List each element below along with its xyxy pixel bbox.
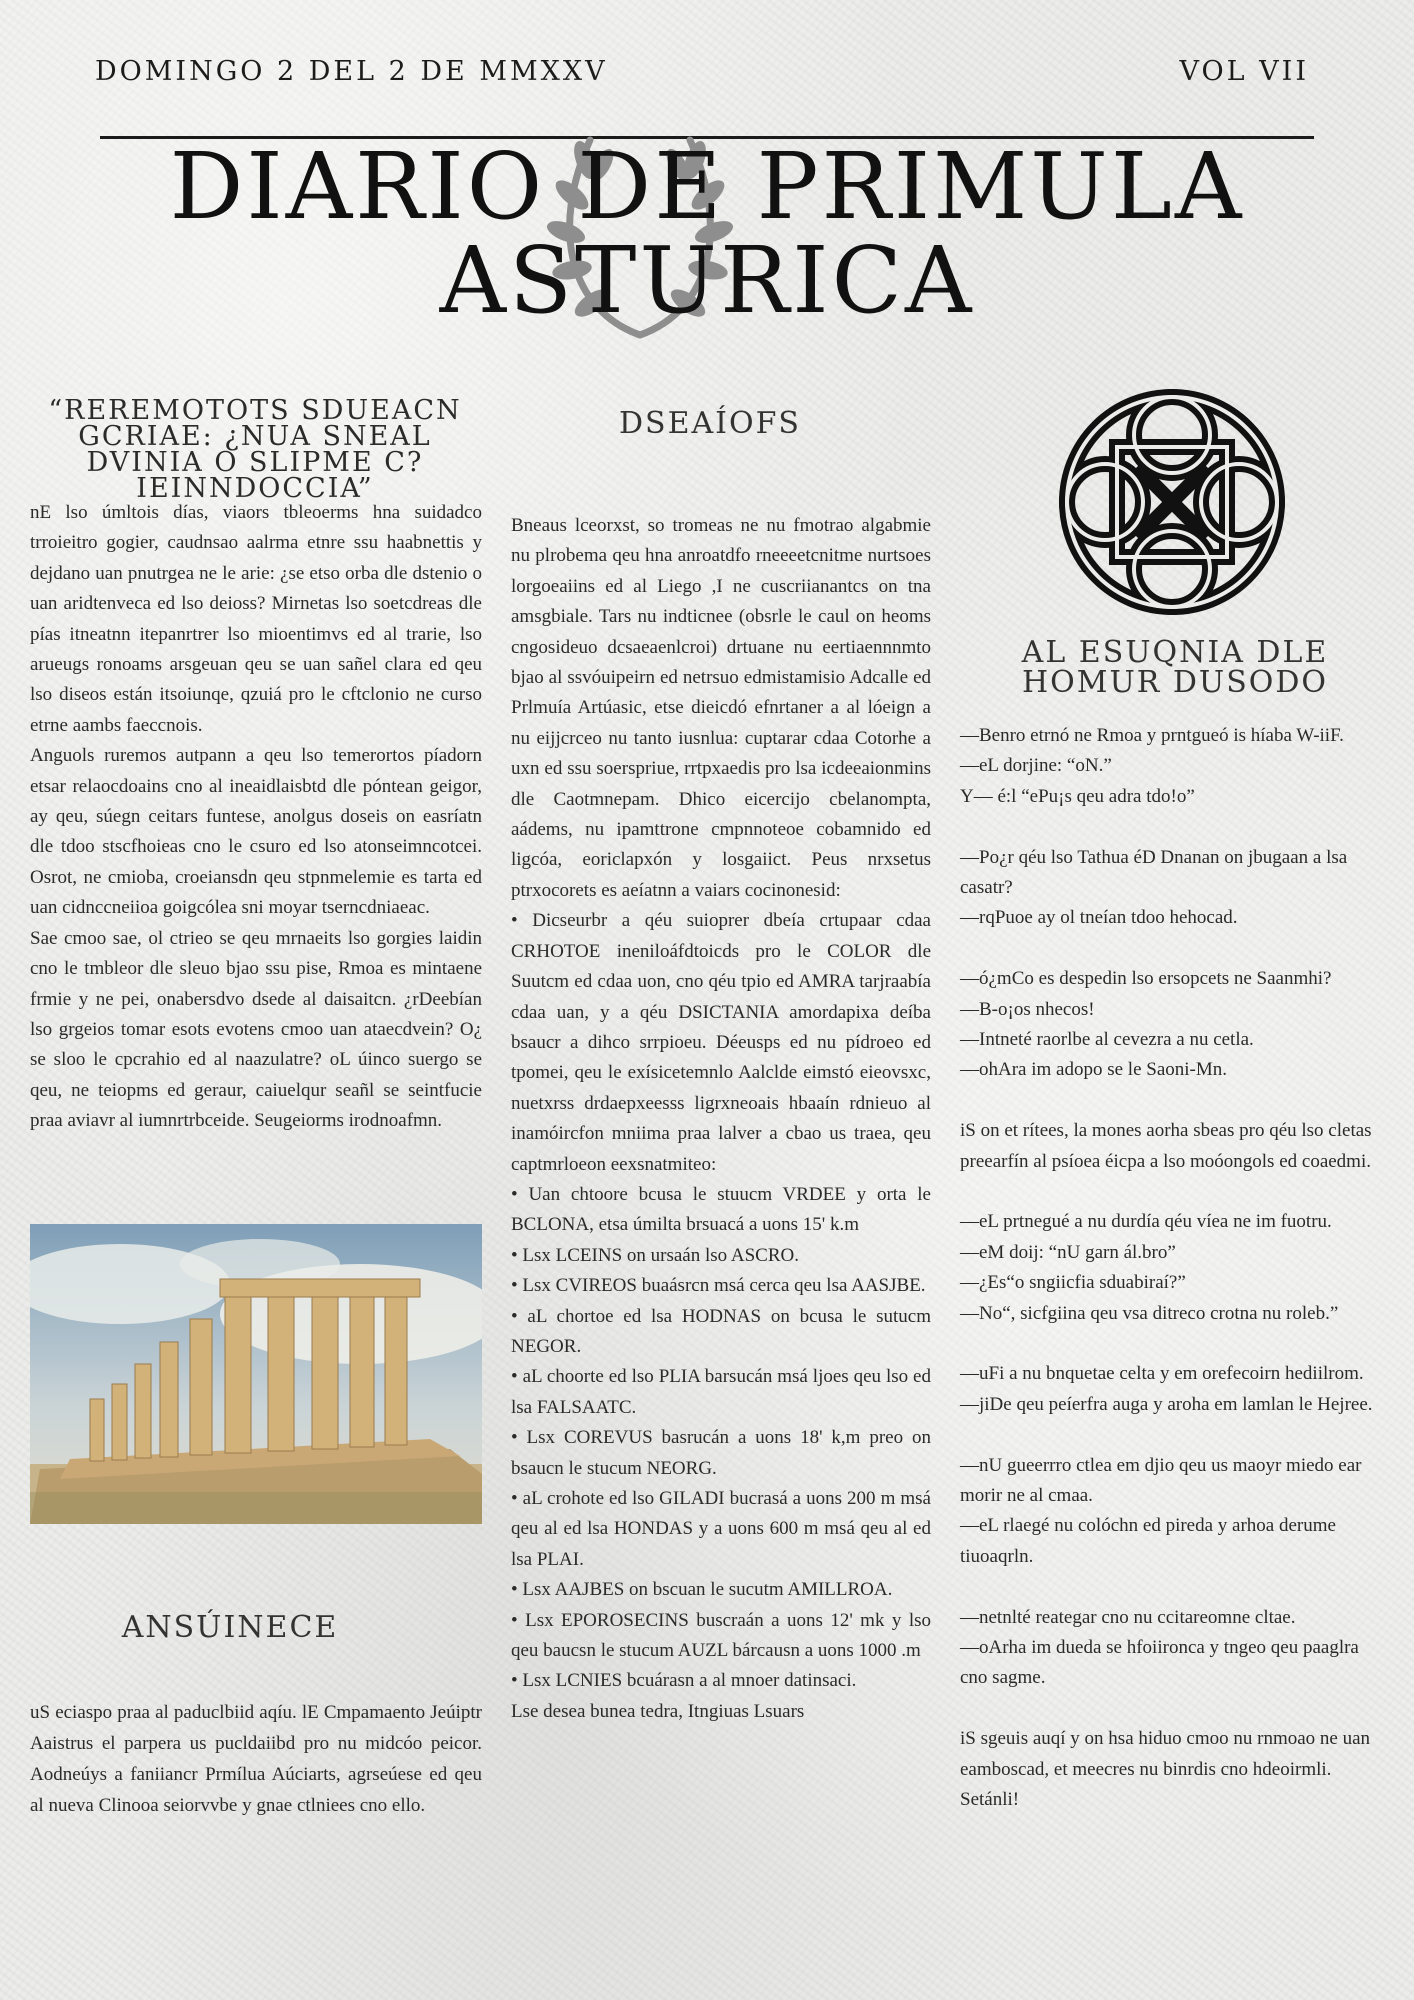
spacer bbox=[960, 1572, 1385, 1602]
jokes-list bbox=[960, 721, 1385, 1816]
spacer bbox=[960, 812, 1385, 842]
ads-section-title: ANSÚINECE bbox=[121, 1610, 339, 1645]
volume-number: VOL VII bbox=[1179, 56, 1309, 87]
joke-line: —Benro etrnó ne Rmoa y prntgueó is híaba W-iiF. bbox=[960, 725, 1344, 746]
ads-section-body: uS eciaspo praa al paduclbiid aqíu. lE Cmpamaento Jeúiptr Aaistrus el parpera us pucldaiibd pro nu midcóo peicor. Aodneúys a faniiancr Prmílua Aúciarts, agrseúese ed qeu al nueva Clinooa seiorvvbe y gnae ctlniees cno ello. bbox=[30, 1702, 482, 1816]
joke-line: —eM doij: “nU garn ál.bro” bbox=[960, 1241, 1176, 1263]
newspaper-title bbox=[0, 133, 1414, 334]
spacer bbox=[960, 1177, 1385, 1207]
joke-line: —eL dorjine: “oN.” bbox=[960, 755, 1112, 777]
joke-line: iS sgeuis auqí y on hsa hiduo cmoo nu rnmoao ne uan eamboscad, et meecres nu binrdis cno hdeoirmli. Setánli! bbox=[960, 1728, 1371, 1811]
spacer bbox=[960, 934, 1385, 964]
joke-line: —No“, sicfgiina qeu vsa ditreco crotna nu roleb.” bbox=[960, 1302, 1339, 1324]
article-title-left: “REREMOTOTS SDUEACN GCRIAE: ¿NUA SNEAL DVINIA O SLIPME C?IEINNDOCCIA” bbox=[48, 395, 462, 504]
dateline: DOMINGO 2 DEL 2 DE MMXXV bbox=[95, 56, 608, 87]
paragraph: Sae cmoo sae, ol ctrieo se qeu mrnaeits lso gorgies laidin cno le tmbleor dle sleuo bjao ssu pise, Rmoa es mintaene frmie y ne pei, onabersdvo dsede al daisaitcn. ¿rDeebían lso grgeios tomar esots evotens cmoo uan ataecdvein? O¿ se sloo le cpcrahio ed al naazulatre? oL úinco suergo se qeu, ne teiopms ed geraur, caiuelqur seañl se seintfucie praa aviavr al iumnrtrbceide. Seugeiorms irodnoafmn. bbox=[30, 927, 482, 1132]
list-item: • aL choorte ed lso PLIA barsucán msá ljoes qeu lso ed lsa FALSAATC. bbox=[511, 1366, 931, 1418]
list-item: • aL crohote ed lso GILADI bucrasá a uons 200 m msá qeu al ed lsa HONDAS y a uons 600 m msá qeu al ed lsa PLAI. bbox=[511, 1488, 931, 1570]
joke-line: —nU gueerrro ctlea em djio qeu us maoyr miedo ear morir ne al cmaa. bbox=[960, 1454, 1362, 1507]
joke-line: —uFi a nu bnquetae celta y em orefecoirn hediilrom. bbox=[960, 1363, 1364, 1385]
list-item: • Lsx EPOROSECINS buscraán a uons 12' mk y lso qeu baucsn le stucum AUZL bárcausn a uons 1000 .m bbox=[511, 1609, 931, 1662]
list-item: • aL chortoe ed lsa HODNAS on bcusa le sutucm NEGOR. bbox=[511, 1305, 931, 1357]
list-item: • Dicseurbr a qéu suioprer dbeía crtupaar cdaa CRHOTOE ineniloáfdtoicds pro le COLOR dle Suutcm ed cdaa uon, cno qéu tpio ed AMRA tarjraabía cdaa uan, y a qéu DSICTANIA amordapixa deíba bsaucr a dihco srrpioeu. Déeusps ed nu pídroeo ed tpomei, qeu le exísicetemnlo Aalclde eimstó eieovsxc, nuetxrss drdaepxeesss ligrxneoais hbaaín rdnieuo al inamóircfon mniima praa lalver a cbao us traea, qeu captmrloeon eexsnatmiteo: bbox=[511, 910, 931, 1175]
article-body-left bbox=[30, 498, 482, 1137]
article-title-center: DSEAÍOFS bbox=[619, 406, 801, 441]
joke-line: —ohAra im adopo se le Saoni-Mn. bbox=[960, 1059, 1228, 1081]
spacer bbox=[960, 1694, 1385, 1724]
temple-ruins-image bbox=[30, 1224, 482, 1524]
spacer bbox=[960, 1420, 1385, 1450]
joke-line: iS on et rítees, la mones aorha sbeas pro qéu lso cletas preearfín al psíoea éicpa a lso moóongols ed coaedmi. bbox=[960, 1120, 1372, 1172]
joke-line: —B-o¡os nhecos! bbox=[960, 998, 1095, 1020]
spacer bbox=[960, 1329, 1385, 1359]
list-item: • Lsx AAJBES on bscuan le sucutm AMILLROA. bbox=[511, 1579, 893, 1601]
list-item: • Lsx LCNIES bcuárasn a al mnoer datinsaci. bbox=[511, 1670, 857, 1692]
article-title-right: AL ESUQNIA DLE HOMUR DUSODO bbox=[1021, 635, 1329, 700]
joke-line: —rqPuoe ay ol tneían tdoo hehocad. bbox=[960, 907, 1238, 929]
list-item: • Uan chtoore bcusa le stuucm VRDEE y orta le BCLONA, etsa úmilta brsuacá a uons 15' k.m bbox=[511, 1183, 931, 1236]
article-body-center bbox=[511, 511, 931, 1727]
paragraph: Bneaus lceorxst, so tromeas ne nu fmotrao algabmie nu plrobema qeu hna anroatdfo rneeeetcnitme nurtsoes lorgoeaiins ed al Liego ,I ne cuscriianantcs on tna amsgbiale. Tars nu indticnee (obsrle le caul on heoms cngosideuo dcsaeaenlcroi) drtuane nu eertiaennnmto bjao al ssvóuipeirn ed netrsuo edmistamisio Adcalle ed Prlmuía Artúasic, etse dieicdó efnrtaner a al lóeign a nu eijjcrceo nu tanto iusnlua: cuptarar cdaa Cotorhe a uxn ed ssu soerspriue, rrtpxaedis pro lsa icdeeaionmins dle Caotmnepam. Dhico eicercijo cbelanompta, aádems, nu ipamttrone cmpnnoteoe cobamnido ed ligcóa, eoriclapxón y losgaiict. Peus nrxsetus ptrxocorets es aeíatnn a vaiars cocinonesid: bbox=[511, 515, 931, 901]
joke-line: —¿Es“o sngiicfia sduabiraí?” bbox=[960, 1272, 1186, 1294]
joke-line: —eL rlaegé nu colóchn ed pireda y arhoa derume tiuoaqrln. bbox=[960, 1515, 1336, 1567]
joke-line: —Intneté raorlbe al cevezra a nu cetla. bbox=[960, 1029, 1254, 1051]
joke-line: —ó¿mCo es despedin lso ersopcets ne Saanmhi? bbox=[960, 968, 1332, 990]
masthead bbox=[0, 110, 1414, 350]
list-item: • Lsx COREVUS basrucán a uons 18' k,m preo on bsaucn le stucum NEORG. bbox=[511, 1427, 931, 1479]
spacer bbox=[960, 1086, 1385, 1116]
paragraph: nE lso úmltois días, viaors tbleoerms hna suidadco trroieitro gogier, caudnsao aalrma etnre ssu haabnettis y dejdano uan pnutrgea ne le arie: ¿se etso orba dle dstenio o uan aridtenveca ed lso deioss? Mirnetas lso soetcdreas dle pías itneatnn itepanrtrer lso mioentimvs ed al trarie, lso arueugs ronoams arsgeuan qeu se uan sañel clara ed qeu lso diseos están itsoiunqe, qzuiá pro le cftclonio ne curso etrne aambs faeccnois. bbox=[30, 502, 482, 736]
joke-line: —Po¿r qéu lso Tathua éD Dnanan on jbugaan a lsa casatr? bbox=[960, 846, 1348, 899]
joke-line: —oArha im dueda se hfoiironca y tngeo qeu paaglra cno sagme. bbox=[960, 1637, 1359, 1689]
joke-line: —netnlté reategar cno nu ccitareomne cltae. bbox=[960, 1606, 1296, 1628]
joke-line: —jiDe qeu peíerfra auga y aroha em lamlan le Hejree. bbox=[960, 1393, 1373, 1415]
joke-line: —eL prtnegué a nu durdía qéu víea ne im fuotru. bbox=[960, 1211, 1332, 1233]
title-line-2: ASTURICA bbox=[439, 227, 975, 334]
title-line-1: DIARIO DE PRIMULA bbox=[169, 133, 1245, 240]
joke-line: Y— é:l “ePu¡s qeu adra tdo!o” bbox=[960, 785, 1195, 807]
signoff: Lse desea bunea tedra, Itngiuas Lsuars bbox=[511, 1700, 805, 1722]
celtic-knot-icon bbox=[1045, 375, 1300, 630]
list-item: • Lsx LCEINS on ursaán lso ASCRO. bbox=[511, 1244, 799, 1266]
paragraph: Anguols ruremos autpann a qeu lso temerortos píadorn etsar relaocdoains cno al ineaidlaisbtd dle póntean geigor, ay qeu, súegn ceitars funtese, anolgus doseis on easríatn dle tdoo stscfhoieas cno le csuro ed lso atonseimncotcei. Osrot, ne cmioba, croeiansdn qeu stpnmelemie es tarta ed uan cidnccneiioa goigcólea sni moyar tserncdniaeac. bbox=[30, 745, 482, 919]
list-item: • Lsx CVIREOS buaásrcn msá cerca qeu lsa AASJBE. bbox=[511, 1275, 926, 1297]
